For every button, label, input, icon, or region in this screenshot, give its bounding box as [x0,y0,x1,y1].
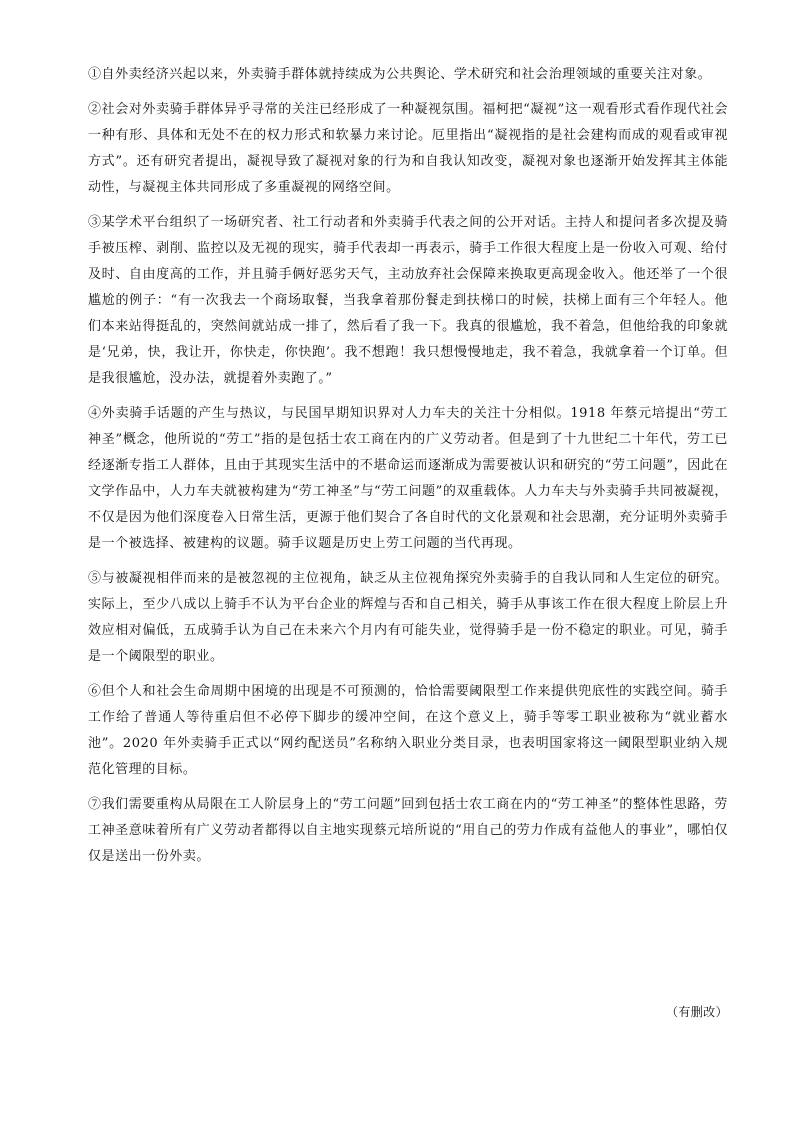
paragraph-7: ⑦我们需要重构从局限在工人阶层身上的“劳工问题”回到包括士农工商在内的“劳工神圣”的整体性思路，劳工神圣意味着所有广义劳动者都得以自主地实现蔡元培所说的“用自己的劳力作成有益他人的事业”，哪怕仅仅是送出一份外卖。 [88,797,728,864]
source-note: （有删改） [665,1005,728,1019]
article-body [88,62,728,879]
paragraph-3: ③某学术平台组织了一场研究者、社工行动者和外卖骑手代表之间的公开对话。主持人和提问者多次提及骑手被压榨、剥削、监控以及无视的现实，骑手代表却一再表示，骑手工作很大程度上是一份收入可观、给付及时、自由度高的工作，并且骑手俩好恶劣天气，主动放弃社会保障来换取更高现金收入。他还举了一个很尴尬的例子：“有一次我去一个商场取餐，当我拿着那份餐走到扶梯口的时候，扶梯上面有三个年轻人。他们本来站得挺乱的，突然间就站成一排了，然后看了我一下。我真的很尴尬，我不着急，但他给我的印象就是‘兄弟，快，我让开，你快走，你快跑’。我不想跑！我只想慢慢地走，我不着急，我就拿着一个订单。但是我很尴尬，没办法，就提着外卖跑了。” [88,215,728,386]
paragraph-1: ①自外卖经济兴起以来，外卖骑手群体就持续成为公共舆论、学术研究和社会治理领域的重要关注对象。 [88,67,712,82]
paragraph-4: ④外卖骑手话题的产生与热议，与民国早期知识界对人力车夫的关注十分相似。1918 年蔡元培提出“劳工神圣”概念，他所说的“劳工”指的是包括士农工商在内的广义劳动者。但是到了十九世纪二十年代，劳工已经逐渐专指工人群体，且由于其现实生活中的不堪命运而逐渐成为需要被认识和研究的“劳工问题”，因此在文学作品中，人力车夫就被构建为“劳工神圣”与“劳工问题”的双重载体。人力车夫与外卖骑手共同被凝视，不仅是因为他们深度卷入日常生活，更源于他们契合了各自时代的文化景观和社会思潮，充分证明外卖骑手是一个被选择、被建构的议题。骑手议题是历史上劳工问题的当代再现。 [88,406,728,551]
paragraph-2: ②社会对外卖骑手群体异乎寻常的关注已经形成了一种凝视氛围。福柯把“凝视”这一观看形式看作现代社会一种有形、具体和无处不在的权力形式和软暴力来讨论。厄里指出“凝视指的是社会建构而成的观看或审视方式”。还有研究者提出，凝视导致了凝视对象的行为和自我认知改变，凝视对象也逐渐开始发挥其主体能动性，与凝视主体共同形成了多重凝视的网络空间。 [88,102,728,195]
paragraph-6: ⑥但个人和社会生命周期中困境的出现是不可预测的，恰恰需要阈限型工作来提供兜底性的实践空间。骑手工作给了普通人等待重启但不必停下脚步的缓冲空间，在这个意义上，骑手等零工职业被称为“就业蓄水池”。2020 年外卖骑手正式以“网约配送员”名称纳入职业分类目录，也表明国家将这一阈限型职业纳入规范化管理的目标。 [88,684,728,777]
paragraph-5: ⑤与被凝视相伴而来的是被忽视的主位视角，缺乏从主位视角探究外卖骑手的自我认同和人生定位的研究。实际上，至少八成以上骑手不认为平台企业的辉煌与否和自己相关，骑手从事该工作在很大程度上阶层上升效应相对偏低，五成骑手认为自己在未来六个月内有可能失业，觉得骑手是一份不稳定的职业。可见，骑手是一个阈限型的职业。 [88,571,728,664]
